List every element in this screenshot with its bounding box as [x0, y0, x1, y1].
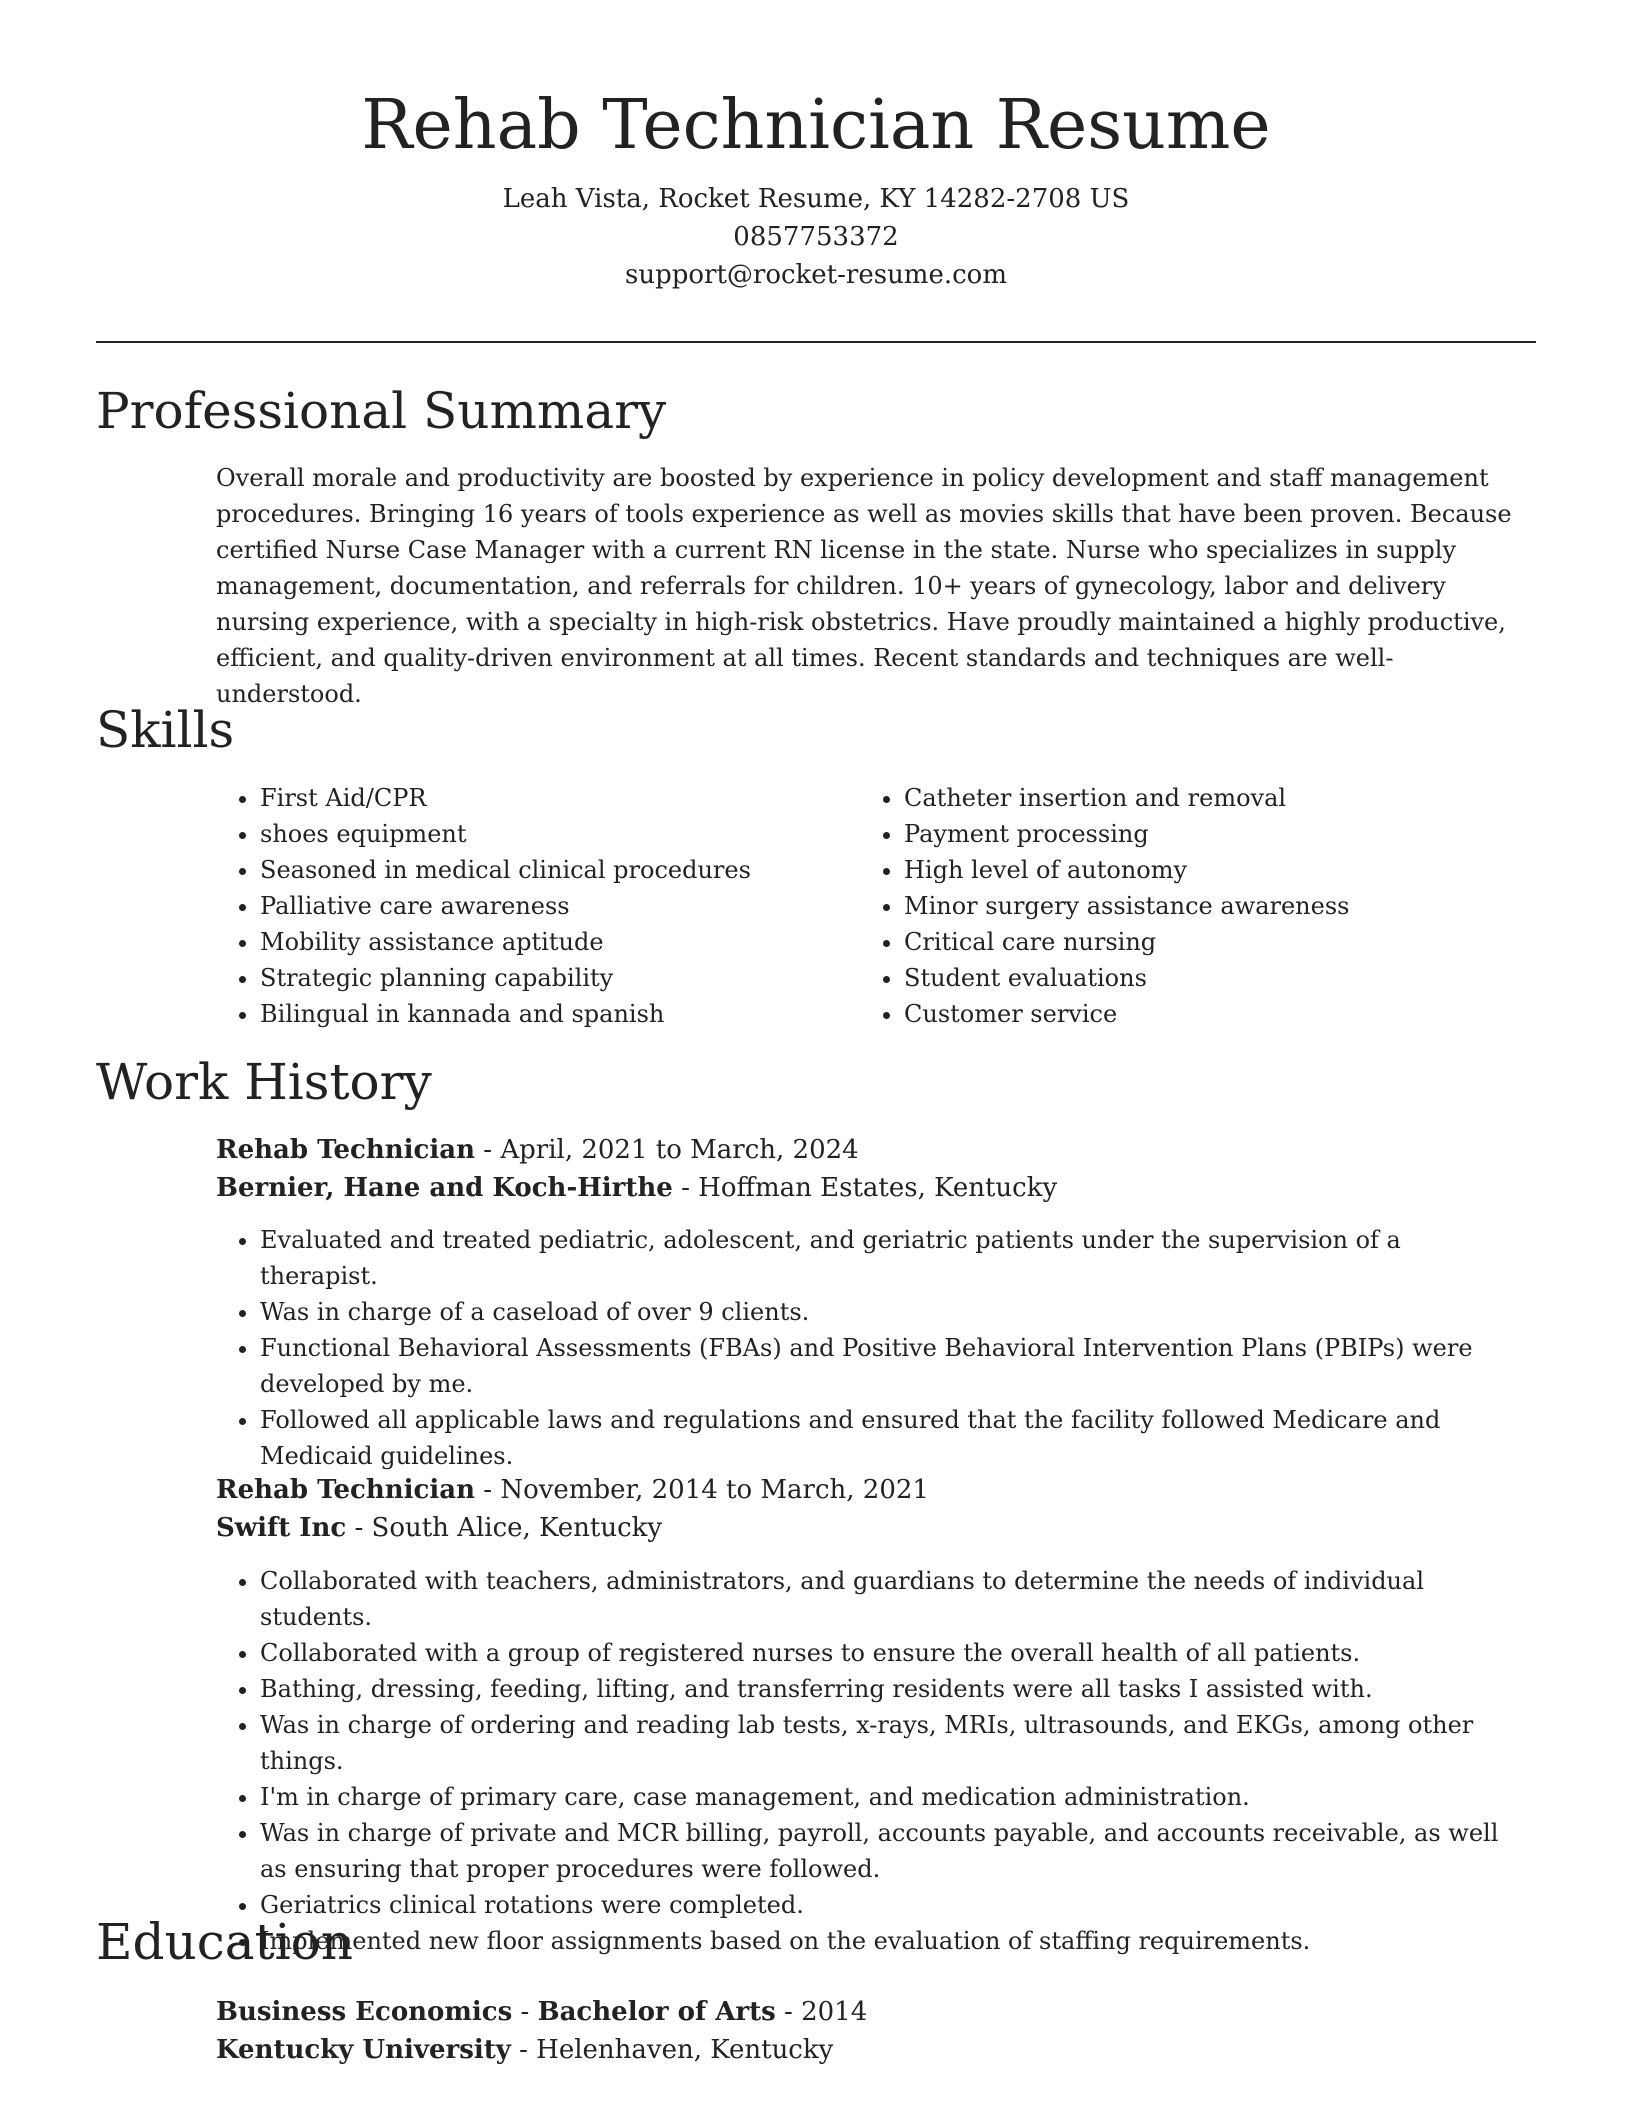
duty-item: • Evaluated and treated pediatric, adolescent, and geriatric patients under the supervision of a therapist. — [260, 1222, 1526, 1294]
duty-item: • Implemented new floor assignments based on the evaluation of staffing requirements. — [260, 1923, 1526, 1959]
job-company-line — [216, 1169, 1516, 1207]
skill-item: • First Aid/CPR — [260, 780, 836, 816]
job-duties-list — [216, 1563, 1526, 1959]
job-duties — [216, 1222, 1526, 1474]
job-header — [216, 1471, 1516, 1547]
duty-item: • Geriatrics clinical rotations were completed. — [260, 1887, 1526, 1923]
contact-address: Leah Vista, Rocket Resume, KY 14282-2708 US — [502, 184, 1130, 214]
degree-field: Business Economics — [216, 1997, 513, 2027]
separator: - — [510, 2035, 537, 2065]
job-duties-list — [216, 1222, 1526, 1474]
skill-item: • shoes equipment — [260, 816, 836, 852]
resume-header — [96, 80, 1536, 294]
duty-item: • Was in charge of ordering and reading lab tests, x-rays, MRIs, ultrasounds, and EKGs, among other things. — [260, 1707, 1526, 1779]
job-location: South Alice, Kentucky — [371, 1513, 663, 1543]
skill-item: • Bilingual in kannada and spanish — [260, 996, 836, 1032]
header-divider — [96, 341, 1536, 343]
degree-year: 2014 — [801, 1997, 868, 2027]
separator: - — [672, 1173, 699, 1203]
separator: - — [475, 1475, 501, 1505]
job-company-line — [216, 1509, 1516, 1547]
education-entry — [216, 1993, 1516, 2069]
degree-type: Bachelor of Arts — [537, 1997, 776, 2027]
skill-item: • Seasoned in medical clinical procedures — [260, 852, 836, 888]
skills-list-left — [216, 780, 836, 1032]
duty-item: • Was in charge of private and MCR billing, payroll, accounts payable, and accounts receivable, as well as ensuring that proper procedures were followed. — [260, 1815, 1526, 1887]
separator: - — [475, 1135, 501, 1165]
skill-item: • High level of autonomy — [904, 852, 1480, 888]
job-header — [216, 1131, 1516, 1207]
job-company: Bernier, Hane and Koch-Hirthe — [216, 1173, 673, 1203]
skill-item: • Mobility assistance aptitude — [260, 924, 836, 960]
skill-item: • Payment processing — [904, 816, 1480, 852]
education-heading: Education — [96, 1913, 353, 1971]
skills-list-right — [860, 780, 1480, 1032]
job-title: Rehab Technician — [216, 1135, 476, 1165]
skill-item: • Strategic planning capability — [260, 960, 836, 996]
job-title: Rehab Technician — [216, 1475, 476, 1505]
duty-item: • Collaborated with teachers, administrators, and guardians to determine the needs of individual students. — [260, 1563, 1526, 1635]
separator: - — [512, 1997, 538, 2027]
job-dates: November, 2014 to March, 2021 — [500, 1475, 929, 1505]
summary-heading: Professional Summary — [96, 382, 667, 440]
contact-email: support@rocket-resume.com — [624, 260, 1007, 290]
skills-heading: Skills — [96, 701, 235, 759]
skill-item: • Catheter insertion and removal — [904, 780, 1480, 816]
duty-item: • I'm in charge of primary care, case management, and medication administration. — [260, 1779, 1526, 1815]
skill-item: • Student evaluations — [904, 960, 1480, 996]
job-dates: April, 2021 to March, 2024 — [500, 1135, 859, 1165]
job-company: Swift Inc — [216, 1513, 347, 1543]
job-title-line — [216, 1471, 1516, 1509]
skill-item: • Customer service — [904, 996, 1480, 1032]
separator: - — [346, 1513, 372, 1543]
school-location: Helenhaven, Kentucky — [536, 2035, 834, 2065]
school-line — [216, 2031, 1516, 2069]
job-title-line — [216, 1131, 1516, 1169]
skills-column-right — [860, 780, 1480, 1032]
job-location: Hoffman Estates, Kentucky — [698, 1173, 1058, 1203]
degree-line — [216, 1993, 1516, 2031]
duty-item: • Functional Behavioral Assessments (FBAs) and Positive Behavioral Intervention Plans (PBIPs) were developed by me. — [260, 1330, 1526, 1402]
job-duties — [216, 1563, 1526, 1959]
separator: - — [775, 1997, 802, 2027]
skill-item: • Critical care nursing — [904, 924, 1480, 960]
contact-phone: 0857753372 — [733, 222, 899, 252]
duty-item: • Was in charge of a caseload of over 9 clients. — [260, 1294, 1526, 1330]
skill-item: • Palliative care awareness — [260, 888, 836, 924]
duty-item: • Followed all applicable laws and regulations and ensured that the facility followed Medicare and Medicaid guidelines. — [260, 1402, 1526, 1474]
duty-item: • Collaborated with a group of registered nurses to ensure the overall health of all patients. — [260, 1635, 1526, 1671]
school-name: Kentucky University — [216, 2035, 511, 2065]
duty-item: • Bathing, dressing, feeding, lifting, and transferring residents were all tasks I assisted with. — [260, 1671, 1526, 1707]
skill-item: • Minor surgery assistance awareness — [904, 888, 1480, 924]
skills-column-left — [216, 780, 836, 1032]
contact-block — [96, 180, 1536, 294]
work-history-heading: Work History — [96, 1053, 432, 1111]
page-title: Rehab Technician Resume — [361, 86, 1271, 165]
summary-text: Overall morale and productivity are boosted by experience in policy development and staff management procedures. Bringing 16 years of tools experience as well as movies skills that have been proven. Because certified Nurse Case Manager with a current RN license in the state. Nurse who specializes in supply management, documentation, and referrals for children. 10+ years of gynecology, labor and delivery nursing experience, with a specialty in high-risk obstetrics. Have proudly maintained a highly productive, efficient, and quality-driven environment at all times. Recent standards and techniques are well-understood. — [216, 464, 1512, 708]
